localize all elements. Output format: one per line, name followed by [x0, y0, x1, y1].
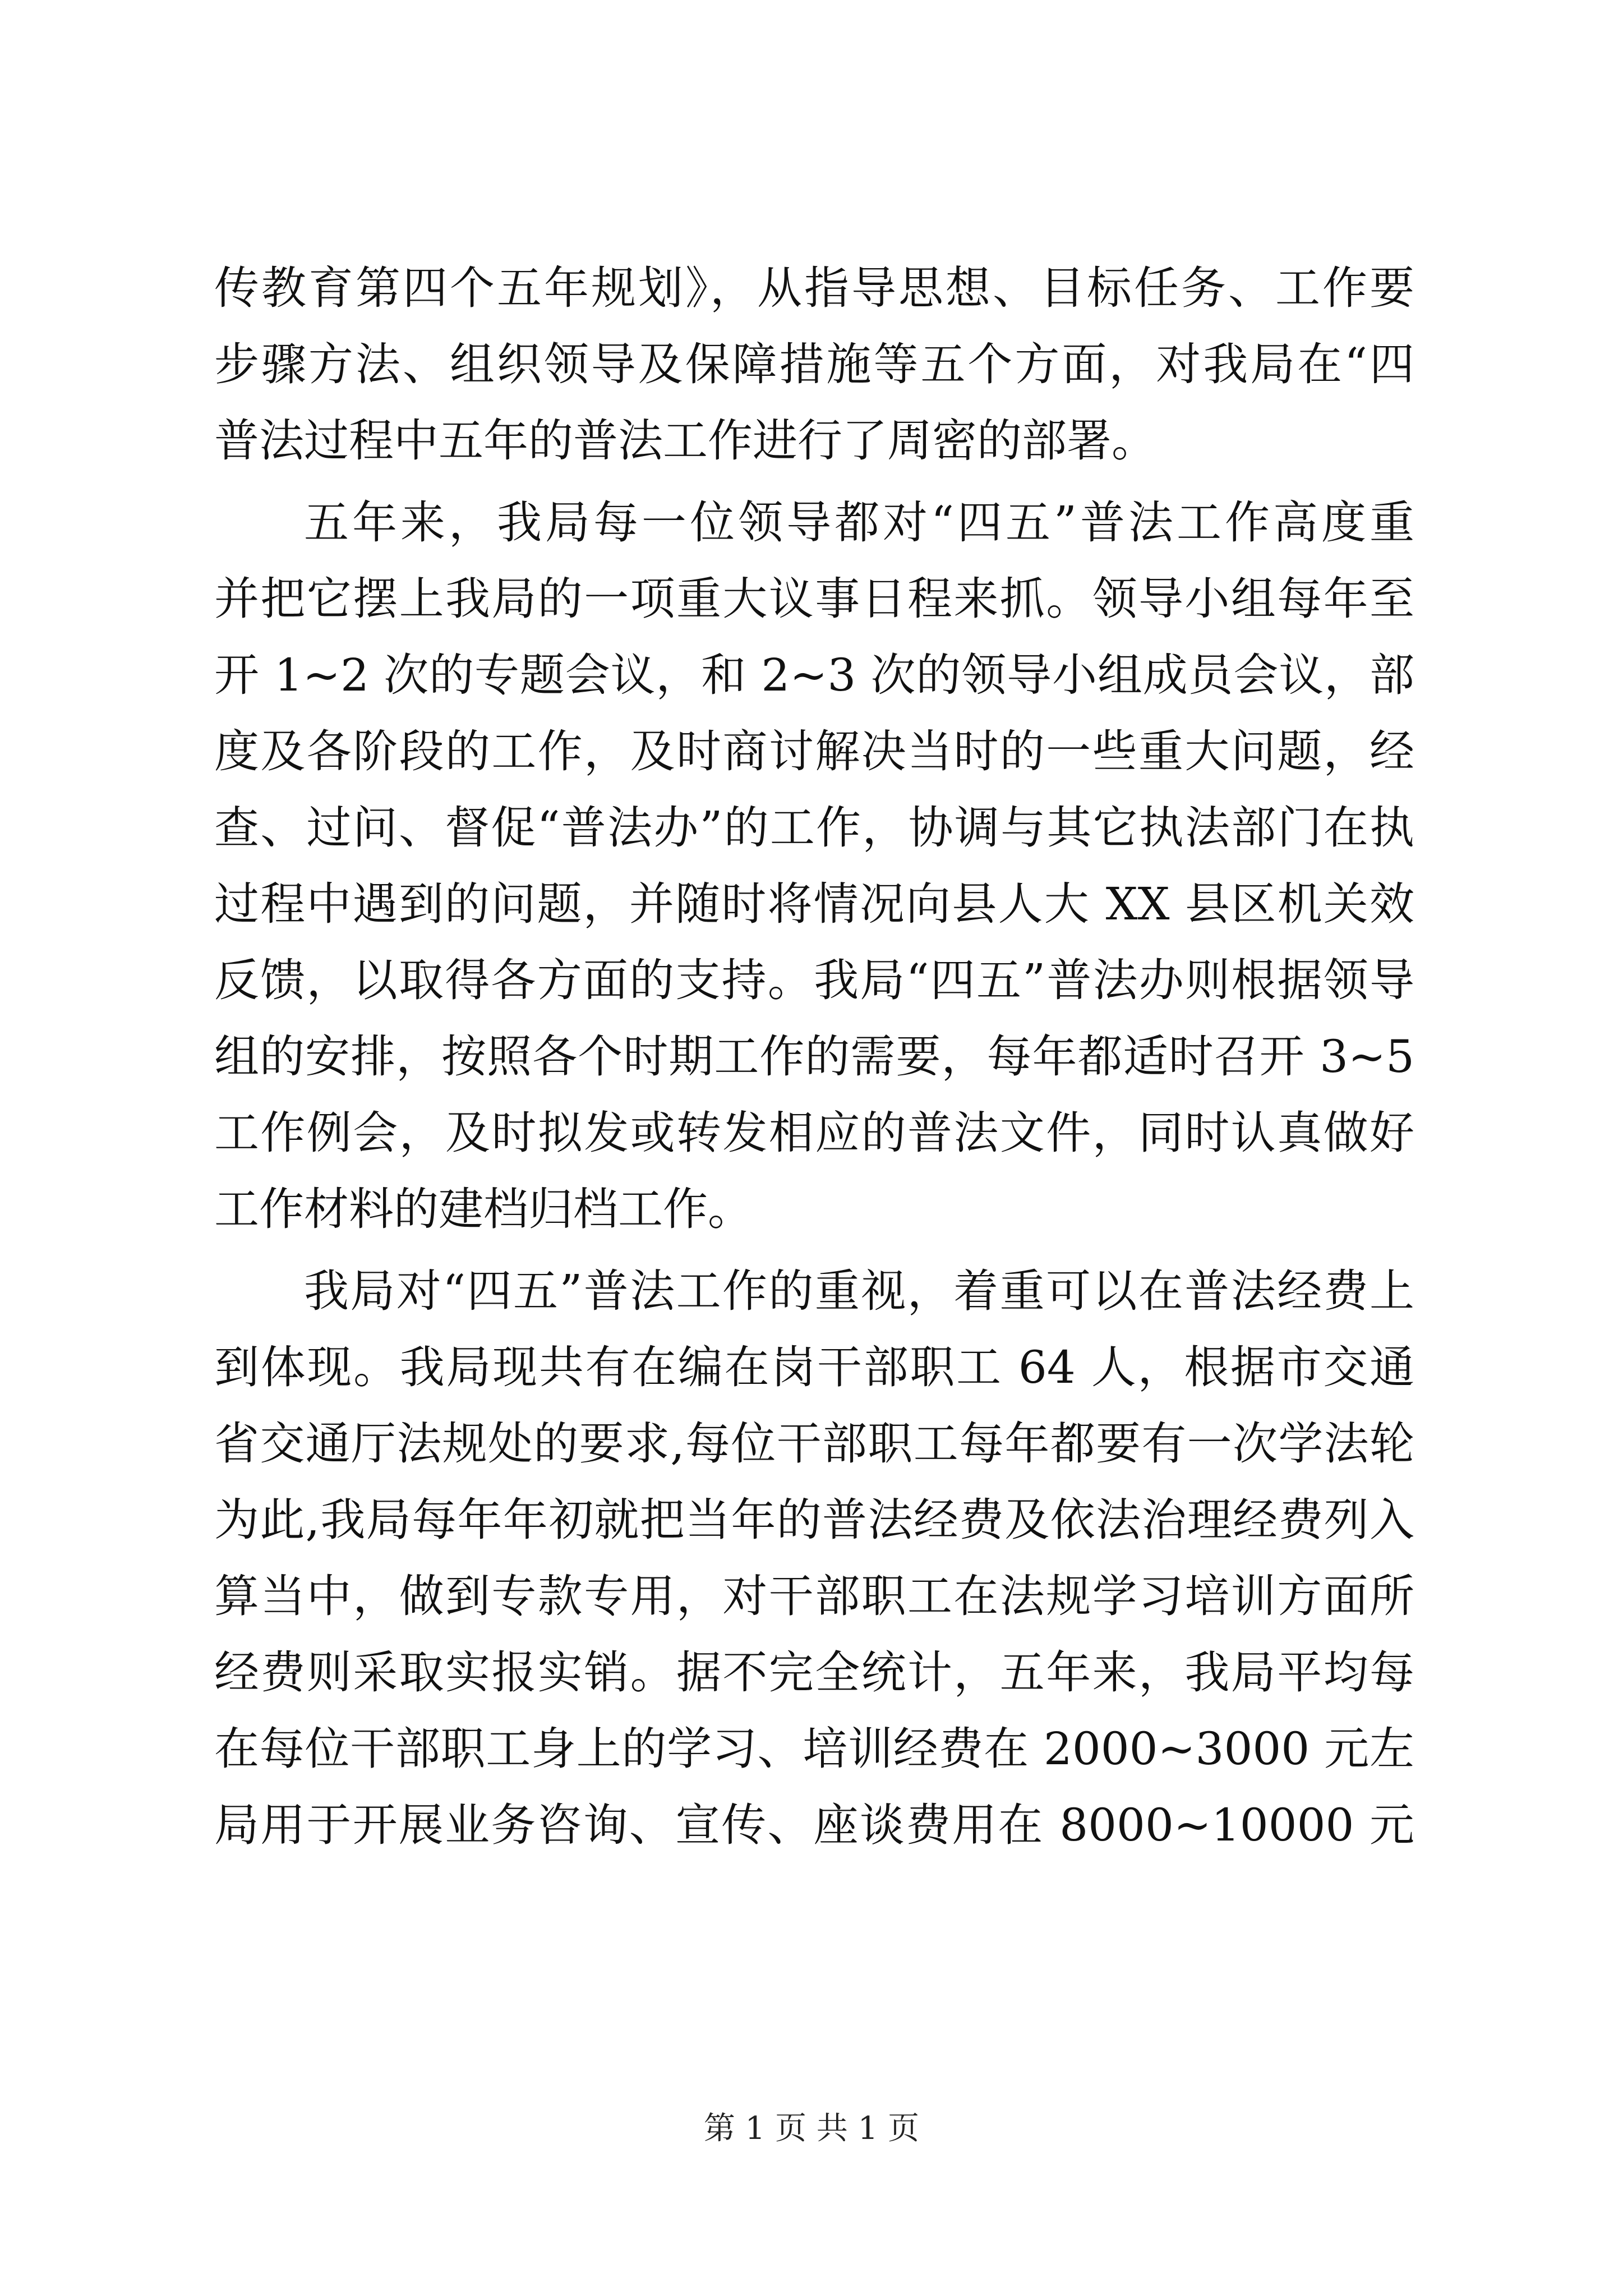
text-line: 步骤方法、组织领导及保障措施等五个方面，对我局在“四: [214, 338, 1414, 390]
paragraph-gap: [214, 479, 1414, 485]
text-line: 普法过程中五年的普法工作进行了周密的部署。: [214, 415, 1156, 467]
text-line: 过程中遇到的问题，并随时将情况向县人大 XX 县区机关效: [214, 878, 1414, 930]
document-body: [214, 250, 1414, 1864]
text-line: 算当中，做到专款专用，对干部职工在法规学习培训方面所: [214, 1570, 1414, 1622]
text-line: 在每位干部职工身上的学习、培训经费在 2000~3000 元左: [214, 1723, 1414, 1775]
text-line: 度及各阶段的工作，及时商讨解决当时的一些重大问题，经: [214, 725, 1414, 777]
paragraph-gap: [214, 1248, 1414, 1253]
text-line: 我局对“四五”普法工作的重视，着重可以在普法经费上: [304, 1265, 1414, 1317]
text-line: 并把它摆上我局的一项重大议事日程来抓。领导小组每年至: [214, 573, 1414, 625]
text-line: 组的安排，按照各个时期工作的需要，每年都适时召开 3~5: [214, 1030, 1414, 1083]
text-line: 反馈，以取得各方面的支持。我局“四五”普法办则根据领导: [214, 954, 1414, 1006]
text-line: 五年来，我局每一位领导都对“四五”普法工作高度重: [304, 496, 1414, 549]
text-line: 开 1~2 次的专题会议，和 2~3 次的领导小组成员会议，部: [214, 649, 1414, 701]
text-line: 到体现。我局现共有在编在岗干部职工 64 人，根据市交通: [214, 1341, 1414, 1393]
text-line: 省交通厅法规处的要求,每位干部职工每年都要有一次学法轮: [214, 1418, 1414, 1470]
text-line: 局用于开展业务咨询、宣传、座谈费用在 8000~10000 元: [214, 1799, 1414, 1851]
text-line: 经费则采取实报实销。据不完全统计，五年来，我局平均每: [214, 1646, 1414, 1699]
text-line: 工作材料的建档归档工作。: [214, 1183, 753, 1235]
text-line: 查、过问、督促“普法办”的工作，协调与其它执法部门在执: [214, 802, 1414, 854]
text-line: 工作例会，及时拟发或转发相应的普法文件，同时认真做好: [214, 1107, 1414, 1159]
text-line: 传教育第四个五年规划》，从指导思想、目标任务、工作要: [214, 262, 1414, 314]
text-line: 为此,我局每年年初就把当年的普法经费及依法治理经费列入: [214, 1494, 1414, 1546]
page-footer: 第 1 页 共 1 页: [703, 2110, 920, 2147]
